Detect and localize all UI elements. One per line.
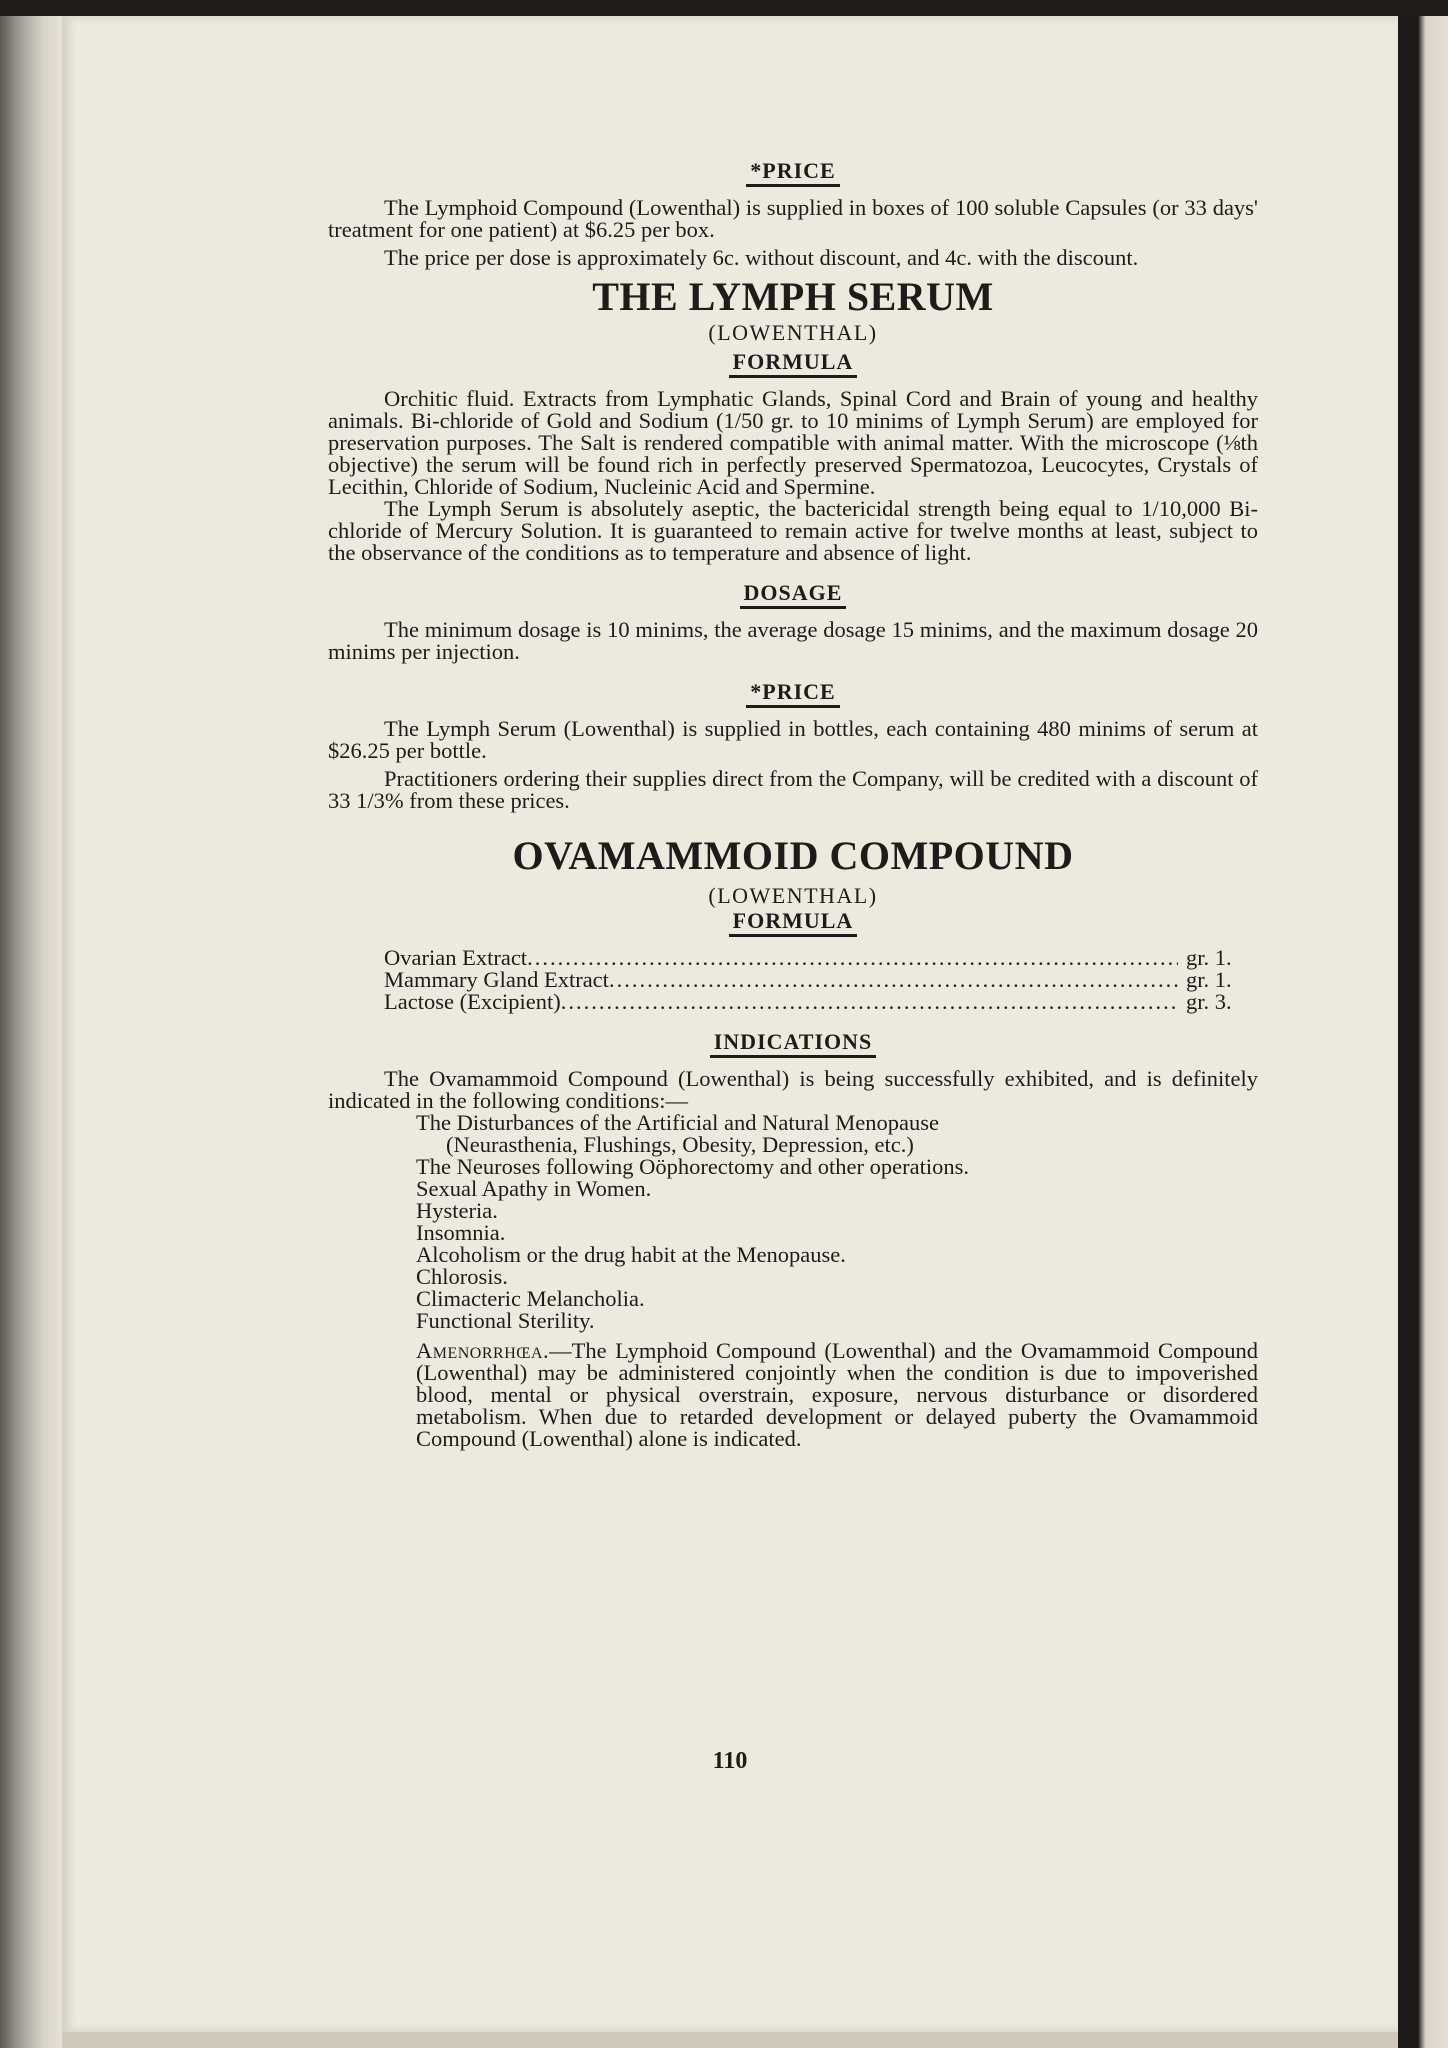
- list-item: Chlorosis.: [416, 1264, 508, 1289]
- indications-intro: The Ovamammoid Compound (Lowenthal) is being successfully exhibited, and is definitely indicated in the following conditions:—: [328, 1066, 1258, 1113]
- formula-list: [328, 947, 1258, 1013]
- facing-page-edge: [1398, 16, 1448, 2048]
- list-item: Insomnia.: [416, 1220, 506, 1245]
- amenorrhoea-label: Amenorrhœa.: [416, 1338, 550, 1363]
- lymph-serum-price-heading: *PRICE: [328, 681, 1258, 708]
- price-paragraph: The Lymphoid Compound (Lowenthal) is supplied in boxes of 100 soluble Capsules (or 33 days' treatment for one patient) at $6.25 per box.: [328, 195, 1258, 242]
- ovamammoid-title: OVAMAMMOID COMPOUND: [512, 833, 1074, 878]
- lymph-serum-aseptic-paragraph: The Lymph Serum is absolutely aseptic, the bactericidal strength being equal to 1/10,000 Bi-chloride of Mercury Solution. It is guaranteed to remain active for twelve months at least, subject to the observance of the conditions as to temperature and absence of light.: [328, 496, 1258, 565]
- list-item: (Neurasthenia, Flushings, Obesity, Depression, etc.): [446, 1132, 914, 1157]
- conditions-list: [328, 1112, 1258, 1332]
- page-number: 110: [712, 1748, 748, 1774]
- list-item: Alcoholism or the drug habit at the Menopause.: [416, 1242, 846, 1267]
- formula-item: Ovarian Extract ..... gr. 1.: [328, 947, 1258, 969]
- book-spine-edge: [0, 16, 62, 2048]
- formula-item: Mammary Gland Extract ..... gr. 1.: [328, 969, 1258, 991]
- ovamammoid-formula-heading: FORMULA: [328, 910, 1258, 937]
- ovamammoid-subtitle: (LOWENTHAL): [708, 883, 878, 908]
- lymph-serum-formula-heading: FORMULA: [328, 351, 1258, 378]
- lymph-serum-formula-paragraph: Orchitic fluid. Extracts from Lymphatic Glands, Spinal Cord and Brain of young and healthy animals. Bi-chloride of Gold and Sodium (1/50 gr. to 10 minims of Lymph Serum) are employed for preservation purposes. The Salt is rendered compatible with animal matter. With the microscope (⅛th objective) the serum will be found rich in perfectly preserved Spermatozoa, Leucocytes, Crystals of Lecithin, Chloride of Sodium, Nucleinic Acid and Spermine.: [328, 386, 1258, 499]
- list-item: Hysteria.: [416, 1198, 498, 1223]
- page-content: [328, 160, 1258, 1450]
- price-per-dose-paragraph: The price per dose is approximately 6c. without discount, and 4c. with the discount.: [384, 245, 1139, 270]
- dosage-heading: DOSAGE: [328, 582, 1258, 609]
- list-item: Climacteric Melancholia.: [416, 1286, 645, 1311]
- scan-top-border: [0, 0, 1448, 16]
- page-bottom-edge: [62, 2032, 1398, 2048]
- amenorrhoea-entry: [328, 1340, 1258, 1450]
- amenorrhoea-text: —The Lymphoid Compound (Lowenthal) and the Ovamammoid Compound (Lowenthal) may be administered conjointly when the condition is due to impoverished blood, mental or physical overstrain, exposure, nervous disturbance or disordered metabolism. When due to retarded development or delayed puberty the Ovamammoid Compound (Lowenthal) alone is indicated.: [416, 1338, 1258, 1451]
- formula-item: Lactose (Excipient) ..... gr. 3.: [328, 991, 1258, 1013]
- list-item: The Neuroses following Oöphorectomy and other operations.: [416, 1154, 969, 1179]
- lymph-serum-title: THE LYMPH SERUM: [592, 274, 994, 319]
- dosage-paragraph: The minimum dosage is 10 minims, the average dosage 15 minims, and the maximum dosage 20 minims per injection.: [328, 617, 1258, 664]
- lymph-serum-price-paragraph: The Lymph Serum (Lowenthal) is supplied in bottles, each containing 480 minims of serum at $26.25 per bottle.: [328, 716, 1258, 763]
- list-item: The Disturbances of the Artificial and Natural Menopause: [416, 1110, 939, 1135]
- price-heading: *PRICE: [328, 160, 1258, 187]
- list-item: Sexual Apathy in Women.: [416, 1176, 652, 1201]
- indications-heading: INDICATIONS: [328, 1031, 1258, 1058]
- list-item: Functional Sterility.: [416, 1308, 595, 1333]
- lymph-serum-subtitle: (LOWENTHAL): [708, 320, 878, 345]
- discount-paragraph: Practitioners ordering their supplies direct from the Company, will be credited with a discount of 33 1/3% from these prices.: [328, 766, 1258, 813]
